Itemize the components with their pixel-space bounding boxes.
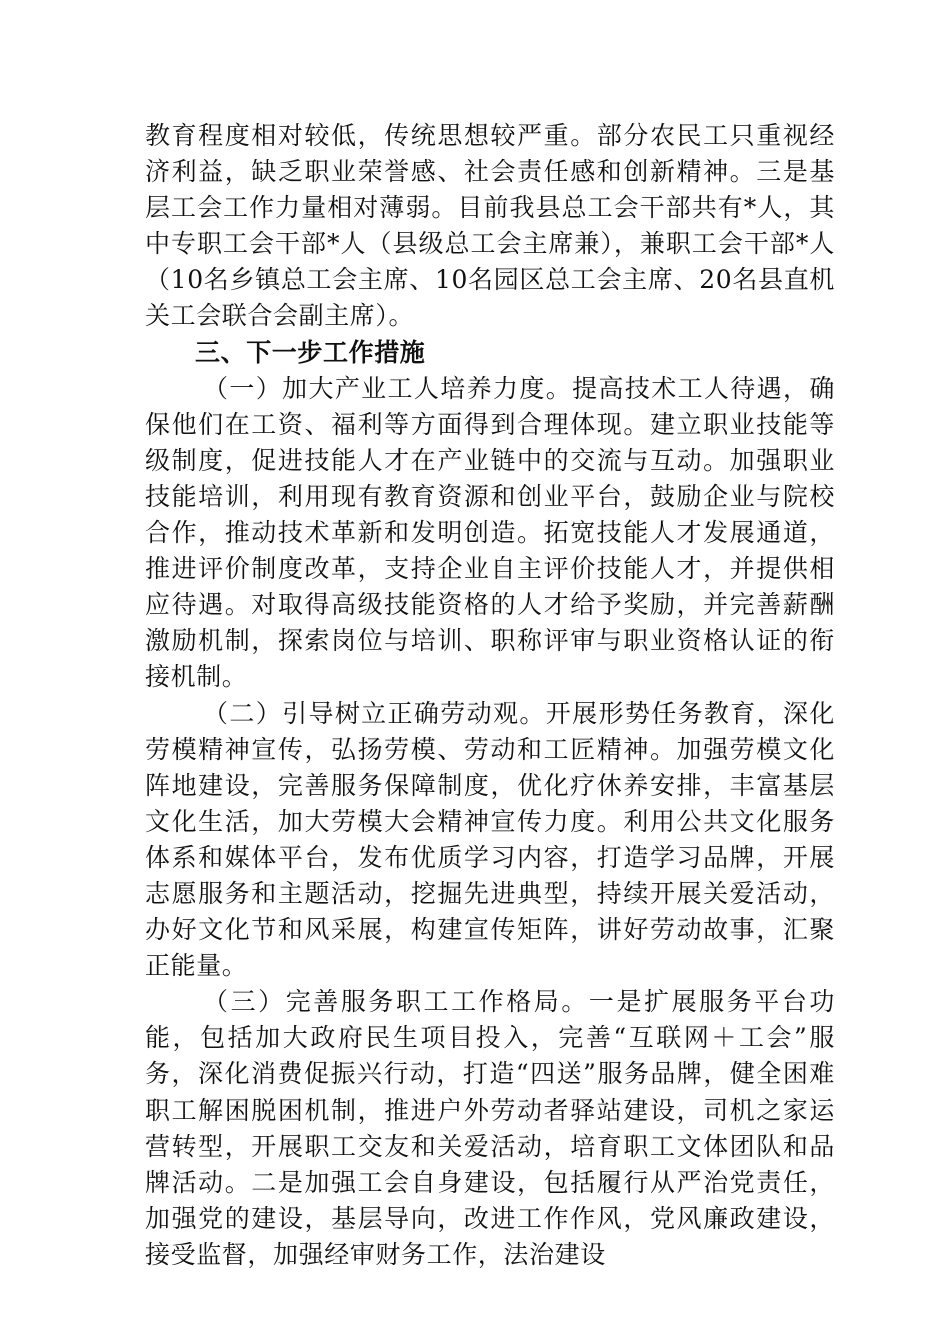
paragraph-lead: （一）加大产业工人培养力度。 <box>203 373 573 403</box>
measure-paragraph-1 <box>145 371 835 696</box>
paragraph-lead: （二）引导树立正确劳动观。 <box>203 698 546 728</box>
measure-paragraph-2 <box>145 696 835 985</box>
document-body <box>145 118 835 1273</box>
paragraph-lead: （三）完善服务职工工作格局。 <box>203 987 589 1017</box>
paragraph-body: 开展形势任务教育，深化劳模精神宣传，弘扬劳模、劳动和工匠精神。加强劳模文化阵地建设，完善服务保障制度，优化疗休养安排，丰富基层文化生活，加大劳模大会精神宣传力度。利用公共文化服务体系和媒体平台，发布优质学习内容，打造学习品牌，开展志愿服务和主题活动，挖掘先进典型，持续开展关爱活动，办好文化节和风采展，构建宣传矩阵，讲好劳动故事，汇聚正能量。 <box>145 698 835 981</box>
paragraph-body: 一是扩展服务平台功能，包括加大政府民生项目投入，完善“互联网＋工会”服务，深化消费促振兴行动，打造“四送”服务品牌，健全困难职工解困脱困机制，推进户外劳动者驿站建设，司机之家运营转型，开展职工交友和关爱活动，培育职工文体团队和品牌活动。二是加强工会自身建设，包括履行从严治党责任，加强党的建设，基层导向，改进工作作风，党风廉政建设，接受监督，加强经审财务工作，法治建设 <box>145 987 835 1269</box>
section-heading: 三、下一步工作措施 <box>195 337 426 367</box>
continuation-paragraph: 教育程度相对较低，传统思想较严重。部分农民工只重视经济利益，缺乏职业荣誉感、社会责任感和创新精神。三是基层工会工作力量相对薄弱。目前我县总工会干部共有*人，其中专职工会干部*人（县级总工会主席兼），兼职工会干部*人（10名乡镇总工会主席、10名园区总工会主席、20名县直机关工会联合会副主席）。 <box>145 121 835 331</box>
measure-paragraph-3 <box>145 984 835 1273</box>
paragraph-body: 提高技术工人待遇，确保他们在工资、福利等方面得到合理体现。建立职业技能等级制度，促进技能人才在产业链中的交流与互动。加强职业技能培训，利用现有教育资源和创业平台，鼓励企业与院校合作，推动技术革新和发明创造。拓宽技能人才发展通道，推进评价制度改革，支持企业自主评价技能人才，并提供相应待遇。对取得高级技能资格的人才给予奖励，并完善薪酬激励机制，探索岗位与培训、职称评审与职业资格认证的衔接机制。 <box>145 373 835 692</box>
